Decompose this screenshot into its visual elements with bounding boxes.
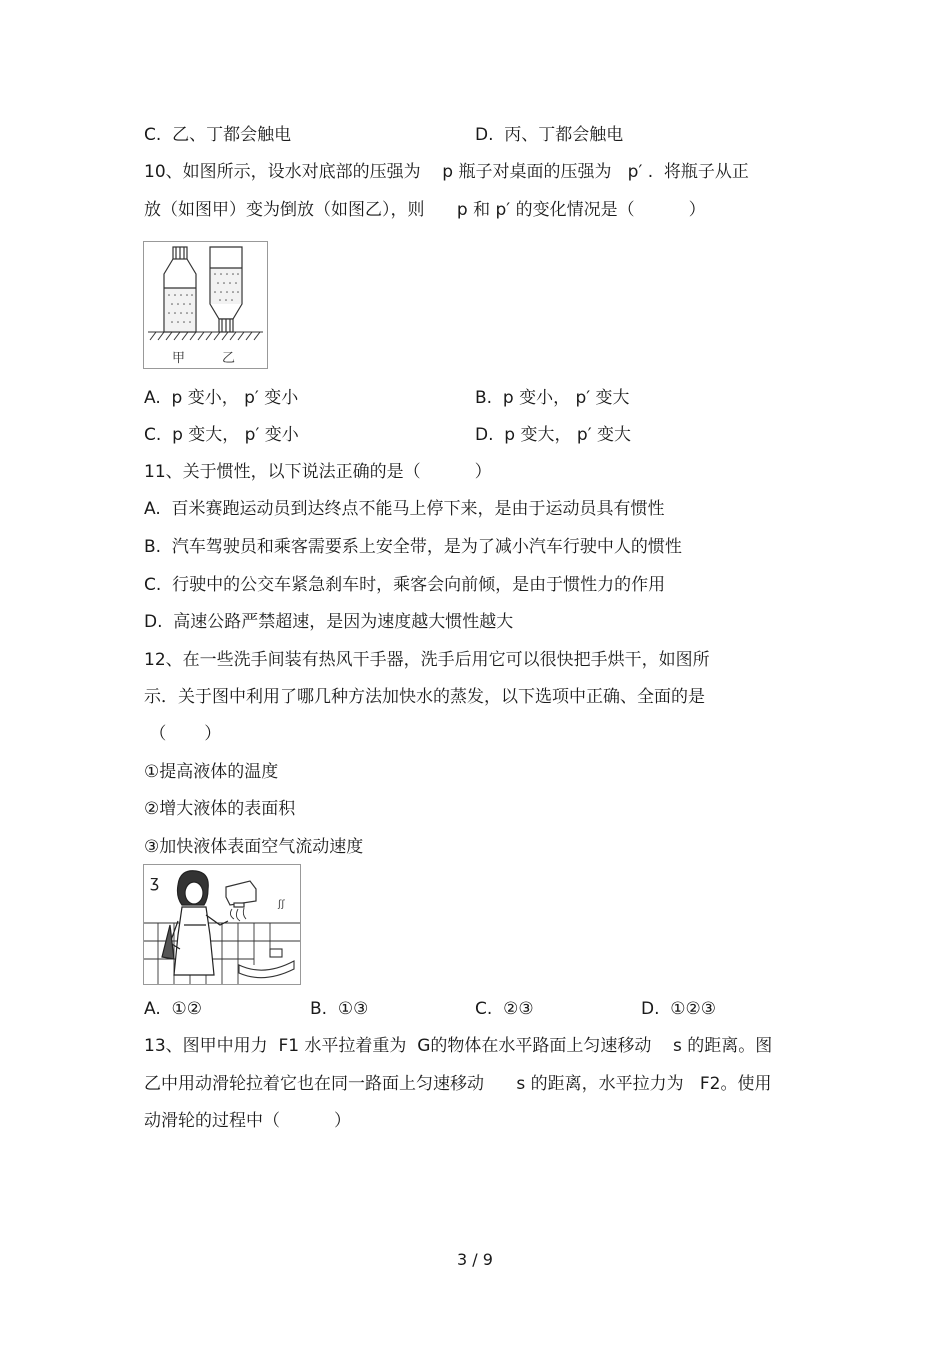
hand-dryer-illustration bbox=[144, 865, 300, 984]
hand-dryer bbox=[226, 881, 256, 907]
q10-stem-line2: 放（如图甲）变为倒放（如图乙），则 p 和 p′ 的变化情况是（ ） bbox=[144, 200, 706, 220]
q12-hand-dryer-figure bbox=[143, 864, 301, 985]
q12-option-c: C. ②③ bbox=[475, 999, 534, 1019]
figure-label-jia: 甲 bbox=[172, 351, 186, 366]
q13-stem-line3: 动滑轮的过程中（ ） bbox=[144, 1111, 352, 1131]
q10-option-a: A. p 变小， p′ 变小 bbox=[144, 388, 299, 408]
q9-option-d: D. 丙、丁都会触电 bbox=[475, 125, 624, 145]
page-number: 3 / 9 bbox=[457, 1250, 493, 1269]
q12-option-d: D. ①②③ bbox=[641, 999, 717, 1019]
decorative-mark: ʒ bbox=[150, 872, 160, 891]
q12-stem-line3: （ ） bbox=[144, 724, 222, 744]
q13-stem-line2: 乙中用动滑轮拉着它也在同一路面上匀速移动 s 的距离，水平拉力为 F2。使用 bbox=[144, 1074, 772, 1094]
q12-option-a: A. ①② bbox=[144, 999, 203, 1019]
sparkle-mark: ʃʃ bbox=[278, 899, 285, 910]
q12-option-b: B. ①③ bbox=[310, 999, 369, 1019]
q11-stem: 11、关于惯性，以下说法正确的是（ ） bbox=[144, 462, 492, 482]
q12-stem-line2: 示．关于图中利用了哪几种方法加快水的蒸发，以下选项中正确、全面的是 bbox=[144, 687, 705, 707]
figure-label-yi: 乙 bbox=[222, 351, 236, 366]
q10-option-c: C. p 变大， p′ 变小 bbox=[144, 425, 299, 445]
hot-air-lines bbox=[230, 908, 246, 921]
q12-item-3: ③加快液体表面空气流动速度 bbox=[144, 837, 364, 857]
q11-option-b: B. 汽车驾驶员和乘客需要系上安全带，是为了减小汽车行驶中人的惯性 bbox=[144, 537, 682, 557]
q10-option-d: D. p 变大， p′ 变大 bbox=[475, 425, 631, 445]
q11-option-d: D. 高速公路严禁超速，是因为速度越大惯性越大 bbox=[144, 612, 514, 632]
sink bbox=[239, 949, 294, 978]
q12-item-1: ①提高液体的温度 bbox=[144, 762, 279, 782]
q11-option-c: C. 行驶中的公交车紧急刹车时，乘客会向前倾，是由于惯性力的作用 bbox=[144, 575, 666, 595]
q12-item-2: ②增大液体的表面积 bbox=[144, 799, 296, 819]
q13-stem-line1: 13、图甲中用力 F1 水平拉着重为 G的物体在水平路面上匀速移动 s 的距离。图 bbox=[144, 1036, 773, 1056]
q10-bottle-figure bbox=[143, 241, 268, 369]
bottle-upright bbox=[164, 247, 196, 332]
q10-stem-line1: 10、如图所示，设水对底部的压强为 p 瓶子对桌面的压强为 p′ . 将瓶子从正 bbox=[144, 162, 749, 182]
q11-option-a: A. 百米赛跑运动员到达终点不能马上停下来，是由于运动员具有惯性 bbox=[144, 499, 665, 519]
bottle-inverted bbox=[210, 247, 242, 332]
ground-hatch bbox=[148, 332, 263, 340]
bottles-illustration bbox=[144, 242, 267, 368]
q12-stem-line1: 12、在一些洗手间装有热风干手器，洗手后用它可以很快把手烘干，如图所 bbox=[144, 650, 710, 670]
q10-option-b: B. p 变小， p′ 变大 bbox=[475, 388, 630, 408]
q9-option-c: C. 乙、丁都会触电 bbox=[144, 125, 292, 145]
